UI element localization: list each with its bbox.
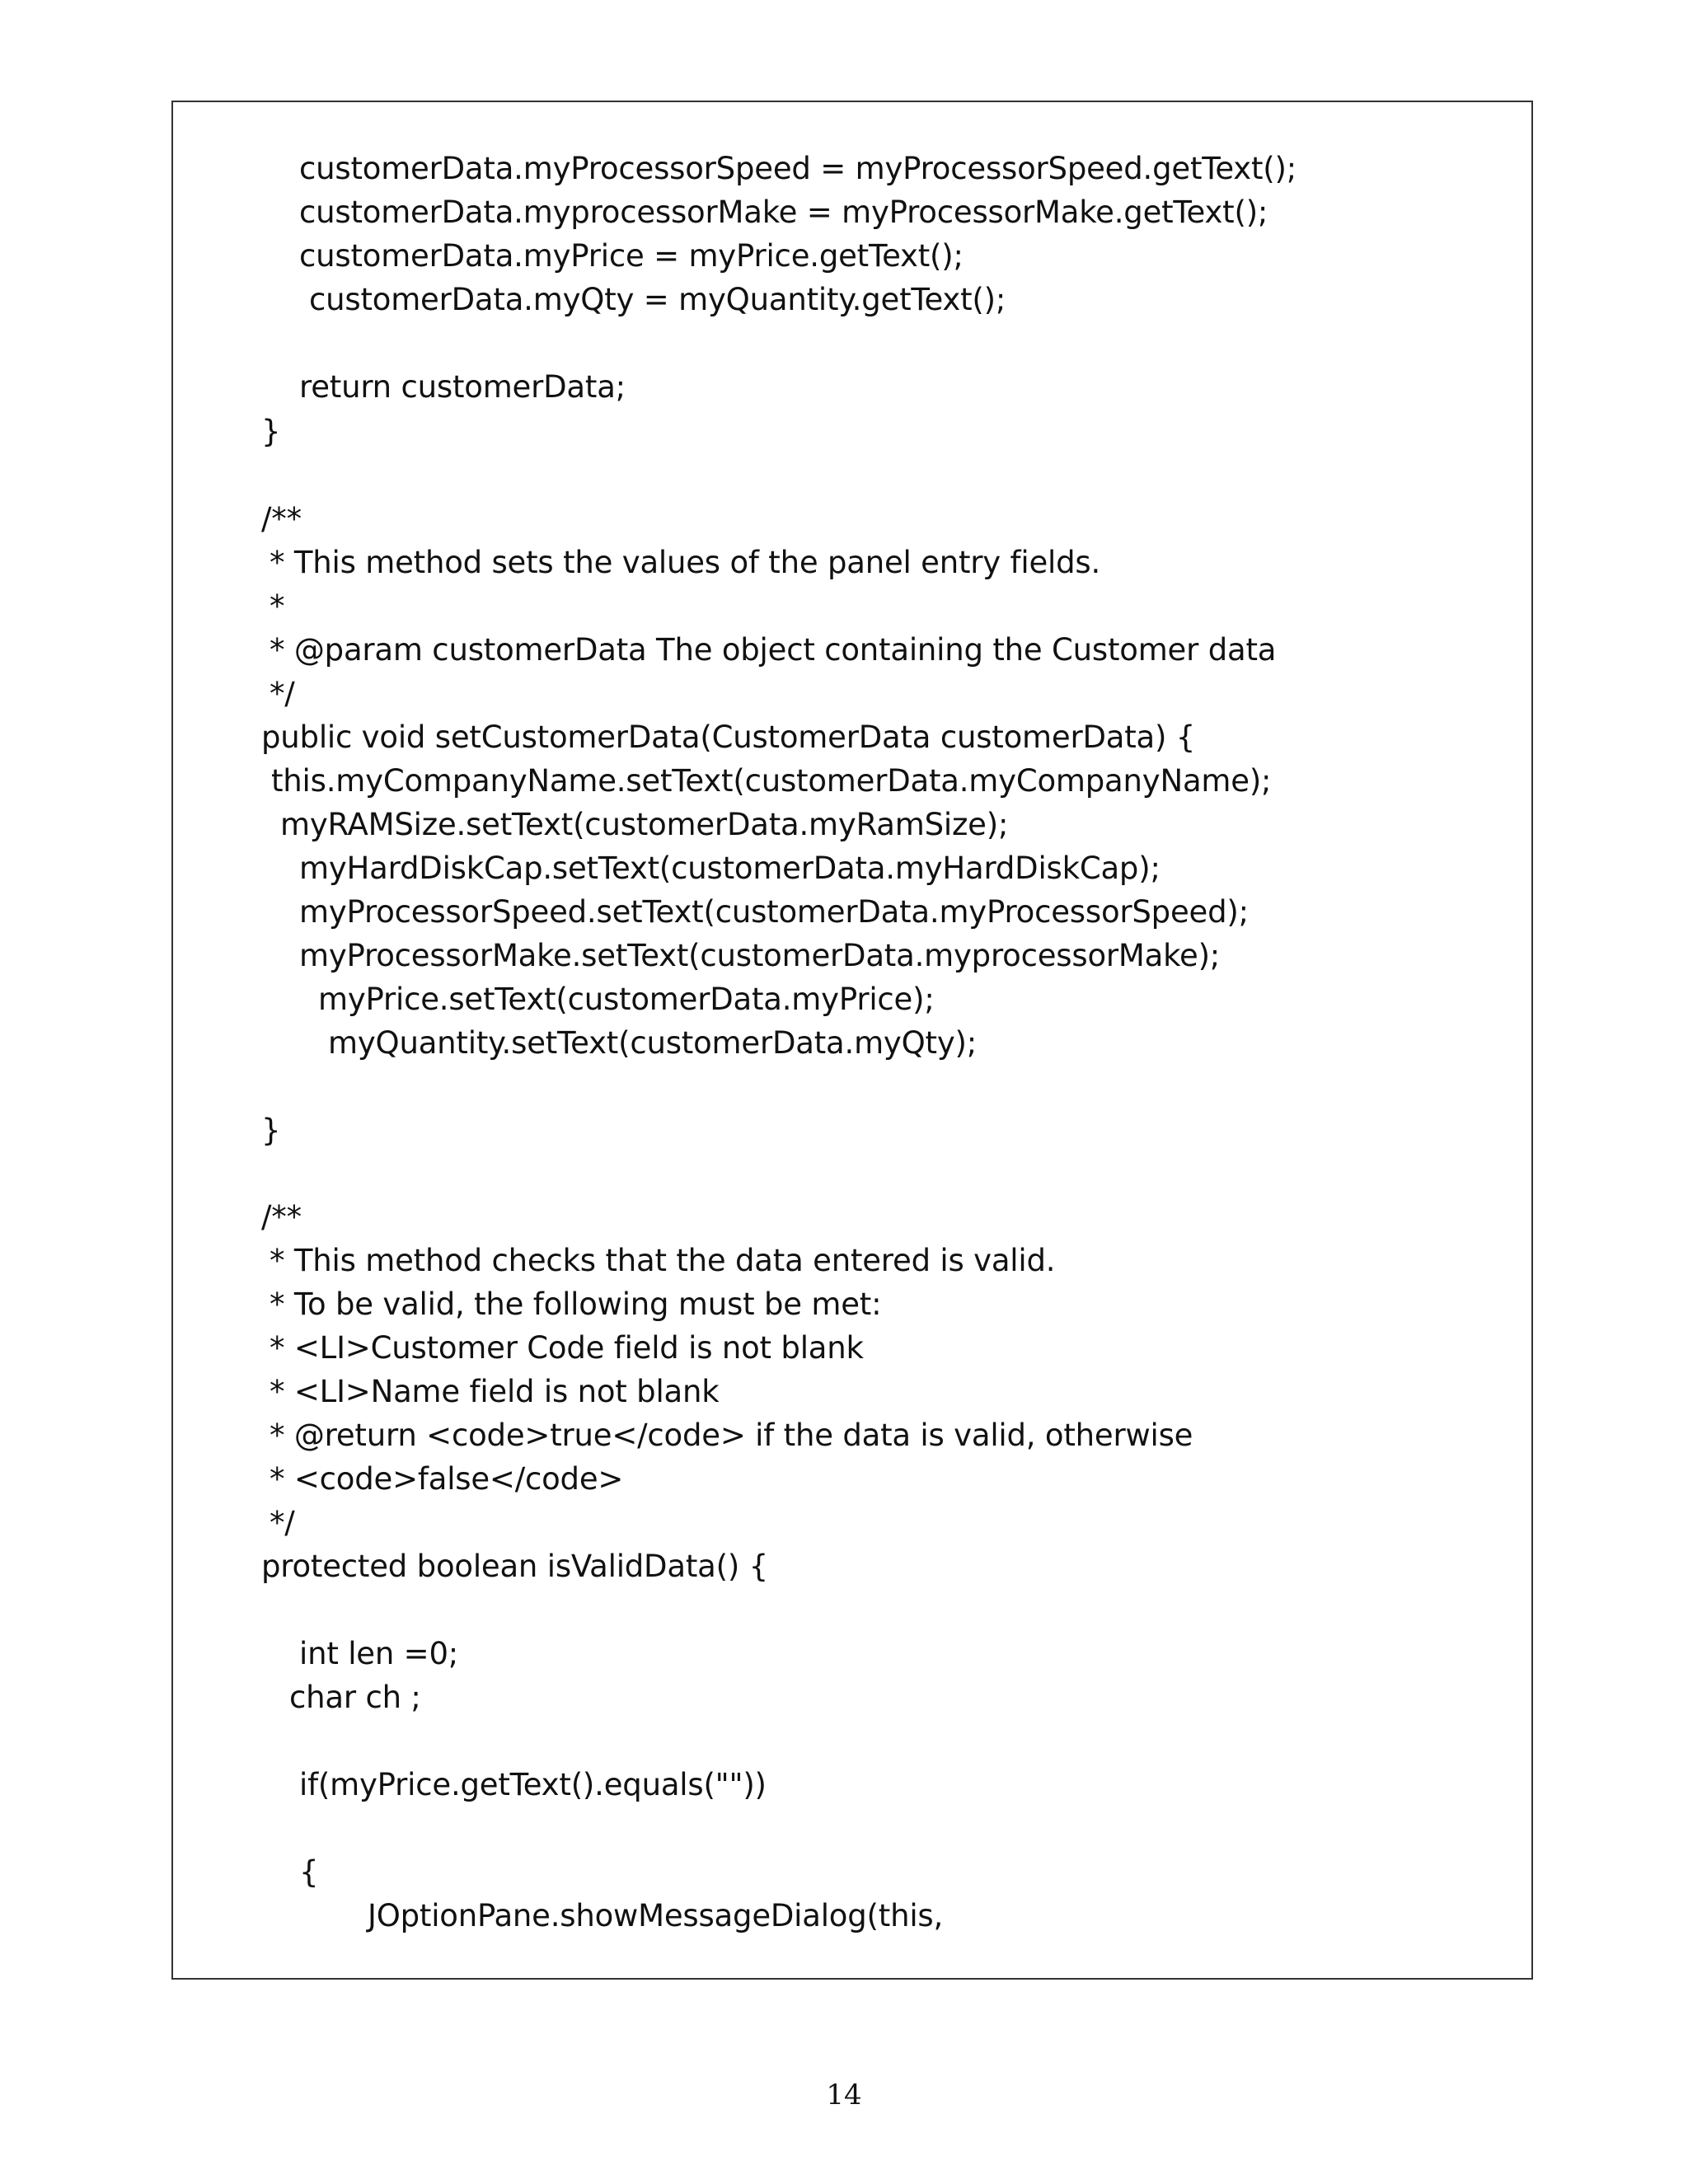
code-line: /** (261, 501, 302, 537)
code-line: myRAMSize.setText(customerData.myRamSize); (280, 807, 1009, 842)
code-line: * @return <code>true</code> if the data is valid, otherwise (270, 1418, 1193, 1453)
code-line: */ (270, 1505, 295, 1540)
code-line: * To be valid, the following must be met: (270, 1286, 882, 1322)
code-line: customerData.myprocessorMake = myProcessorMake.getText(); (299, 194, 1268, 230)
code-line: return customerData; (299, 369, 626, 405)
code-line: int len =0; (299, 1636, 459, 1671)
code-line: */ (270, 676, 295, 711)
code-line: protected boolean isValidData() { (261, 1549, 768, 1584)
code-line: } (261, 414, 281, 449)
code-line: } (261, 1113, 281, 1148)
code-line: { (299, 1854, 319, 1890)
page-number: 14 (826, 2079, 862, 2111)
code-line: customerData.myProcessorSpeed = myProcessorSpeed.getText(); (299, 151, 1297, 186)
code-line: myPrice.setText(customerData.myPrice); (318, 982, 935, 1017)
code-line: * <code>false</code> (270, 1461, 624, 1497)
code-line: this.myCompanyName.setText(customerData.myCompanyName); (271, 763, 1272, 799)
code-line: char ch ; (289, 1680, 421, 1715)
code-line: myQuantity.setText(customerData.myQty); (328, 1025, 978, 1061)
code-line: myHardDiskCap.setText(customerData.myHardDiskCap); (299, 851, 1160, 886)
code-line: public void setCustomerData(CustomerData customerData) { (261, 719, 1196, 755)
code-line: * (270, 588, 285, 624)
code-line: * This method sets the values of the panel entry fields. (270, 545, 1101, 580)
code-line: if(myPrice.getText().equals("")) (299, 1767, 767, 1802)
code-line: customerData.myQty = myQuantity.getText(); (309, 282, 1006, 317)
code-line: myProcessorSpeed.setText(customerData.myProcessorSpeed); (299, 894, 1249, 930)
code-line: JOptionPane.showMessageDialog(this, (368, 1898, 944, 1933)
code-line: * This method checks that the data entered is valid. (270, 1243, 1056, 1278)
code-line: customerData.myPrice = myPrice.getText(); (299, 238, 964, 274)
code-line: * @param customerData The object containing the Customer data (270, 632, 1277, 668)
code-line: myProcessorMake.setText(customerData.myprocessorMake); (299, 938, 1221, 973)
code-line: * <LI>Name field is not blank (270, 1374, 720, 1409)
code-line: /** (261, 1199, 302, 1235)
code-line: * <LI>Customer Code field is not blank (270, 1330, 864, 1366)
